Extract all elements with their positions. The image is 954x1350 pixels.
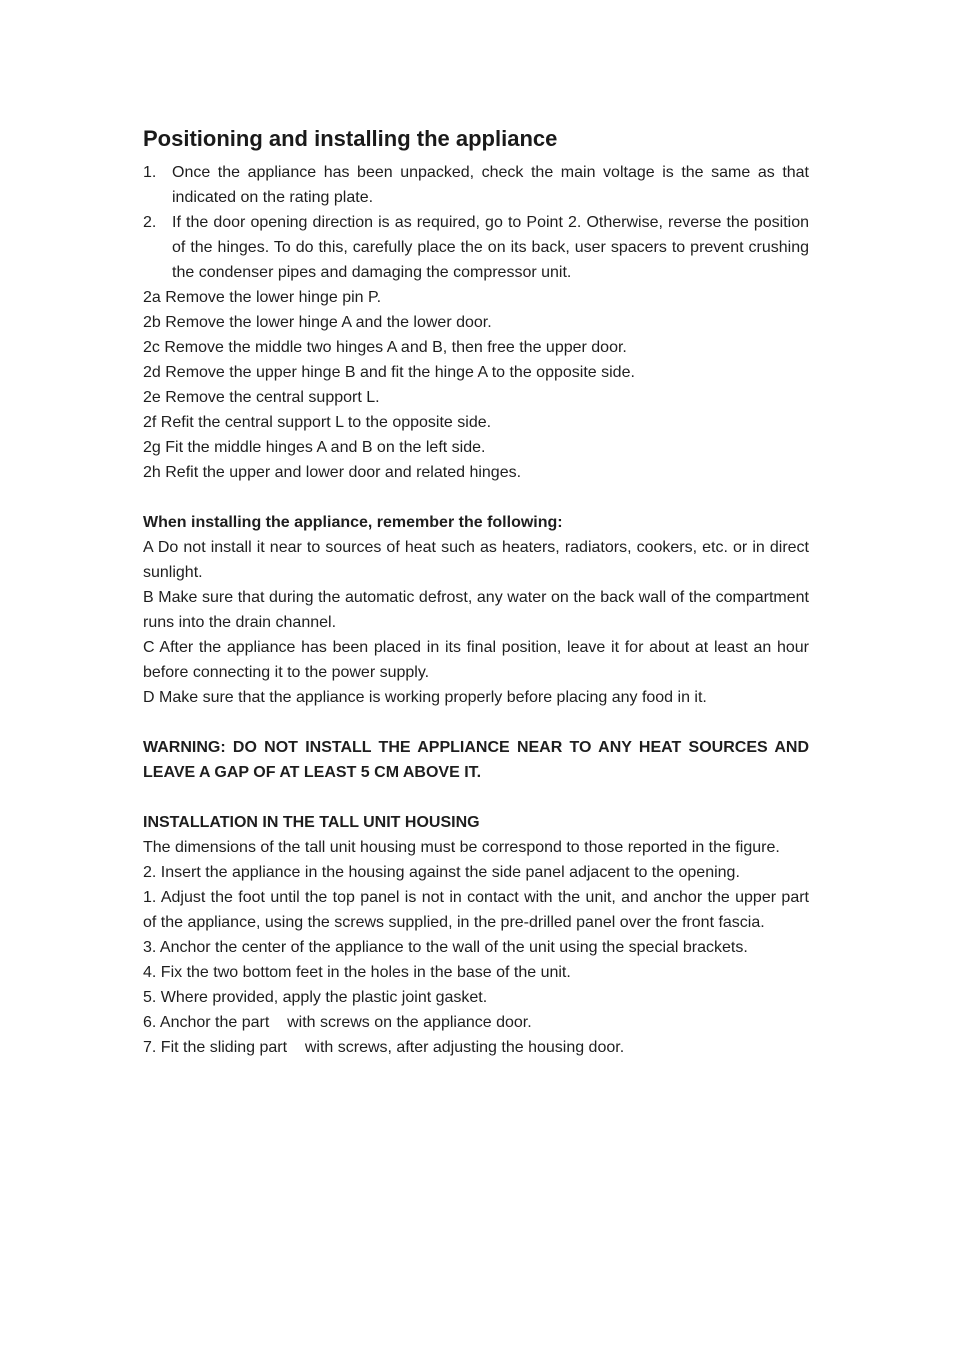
- installation-item: 5. Where provided, apply the plastic joint gasket.: [143, 989, 488, 1006]
- sub-step: 2d Remove the upper hinge B and fit the hinge A to the opposite side.: [143, 364, 635, 381]
- installation-item: 4. Fix the two bottom feet in the holes in the base of the unit.: [143, 964, 571, 981]
- installation-item: 2. Insert the appliance in the housing against the side panel adjacent to the opening.: [143, 864, 740, 881]
- remember-item: B Make sure that during the automatic defrost, any water on the back wall of the compartment runs into the drain channel.: [143, 589, 809, 631]
- numbered-step: [143, 210, 809, 285]
- numbered-step: [143, 160, 809, 210]
- sub-step: 2h Refit the upper and lower door and related hinges.: [143, 464, 522, 481]
- step-number: 1.: [143, 164, 157, 181]
- remember-item: D Make sure that the appliance is working properly before placing any food in it.: [143, 689, 707, 706]
- remember-item: A Do not install it near to sources of heat such as heaters, radiators, cookers, etc. or in direct sunlight.: [143, 539, 809, 581]
- installation-item: The dimensions of the tall unit housing must be correspond to those reported in the figure.: [143, 839, 780, 856]
- installation-item: 1. Adjust the foot until the top panel is not in contact with the unit, and anchor the upper part of the appliance, using the screws supplied, in the pre-drilled panel over the front fascia.: [143, 889, 809, 931]
- step-text: Once the appliance has been unpacked, check the main voltage is the same as that indicated on the rating plate.: [172, 164, 809, 206]
- sub-step: 2b Remove the lower hinge A and the lower door.: [143, 314, 492, 331]
- sub-step: 2a Remove the lower hinge pin P.: [143, 289, 382, 306]
- paragraph-gap: [143, 785, 809, 810]
- installation-item: 3. Anchor the center of the appliance to the wall of the unit using the special brackets.: [143, 939, 748, 956]
- page-title: Positioning and installing the appliance: [143, 126, 558, 151]
- paragraph-gap: [143, 710, 809, 735]
- remember-item: C After the appliance has been placed in its final position, leave it for about at least an hour before connecting it to the power supply.: [143, 639, 809, 681]
- step-number: 2.: [143, 214, 157, 231]
- remember-heading: When installing the appliance, remember the following:: [143, 514, 563, 531]
- sub-step: 2c Remove the middle two hinges A and B, then free the upper door.: [143, 339, 627, 356]
- warning-text: WARNING: DO NOT INSTALL THE APPLIANCE NEAR TO ANY HEAT SOURCES AND LEAVE A GAP OF AT LEAST 5 CM ABOVE IT.: [143, 739, 809, 781]
- paragraph-gap: [143, 485, 809, 510]
- sub-step: 2e Remove the central support L.: [143, 389, 380, 406]
- installation-heading: INSTALLATION IN THE TALL UNIT HOUSING: [143, 814, 480, 831]
- document-page: [143, 122, 809, 1060]
- sub-step: 2g Fit the middle hinges A and B on the left side.: [143, 439, 486, 456]
- installation-item: 6. Anchor the part with screws on the appliance door.: [143, 1014, 532, 1031]
- step-text: If the door opening direction is as required, go to Point 2. Otherwise, reverse the position of the hinges. To do this, carefully place the on its back, user spacers to prevent crushing the condenser pipes and damaging the compressor unit.: [172, 214, 809, 281]
- installation-item: 7. Fit the sliding part with screws, after adjusting the housing door.: [143, 1039, 625, 1056]
- sub-step: 2f Refit the central support L to the opposite side.: [143, 414, 492, 431]
